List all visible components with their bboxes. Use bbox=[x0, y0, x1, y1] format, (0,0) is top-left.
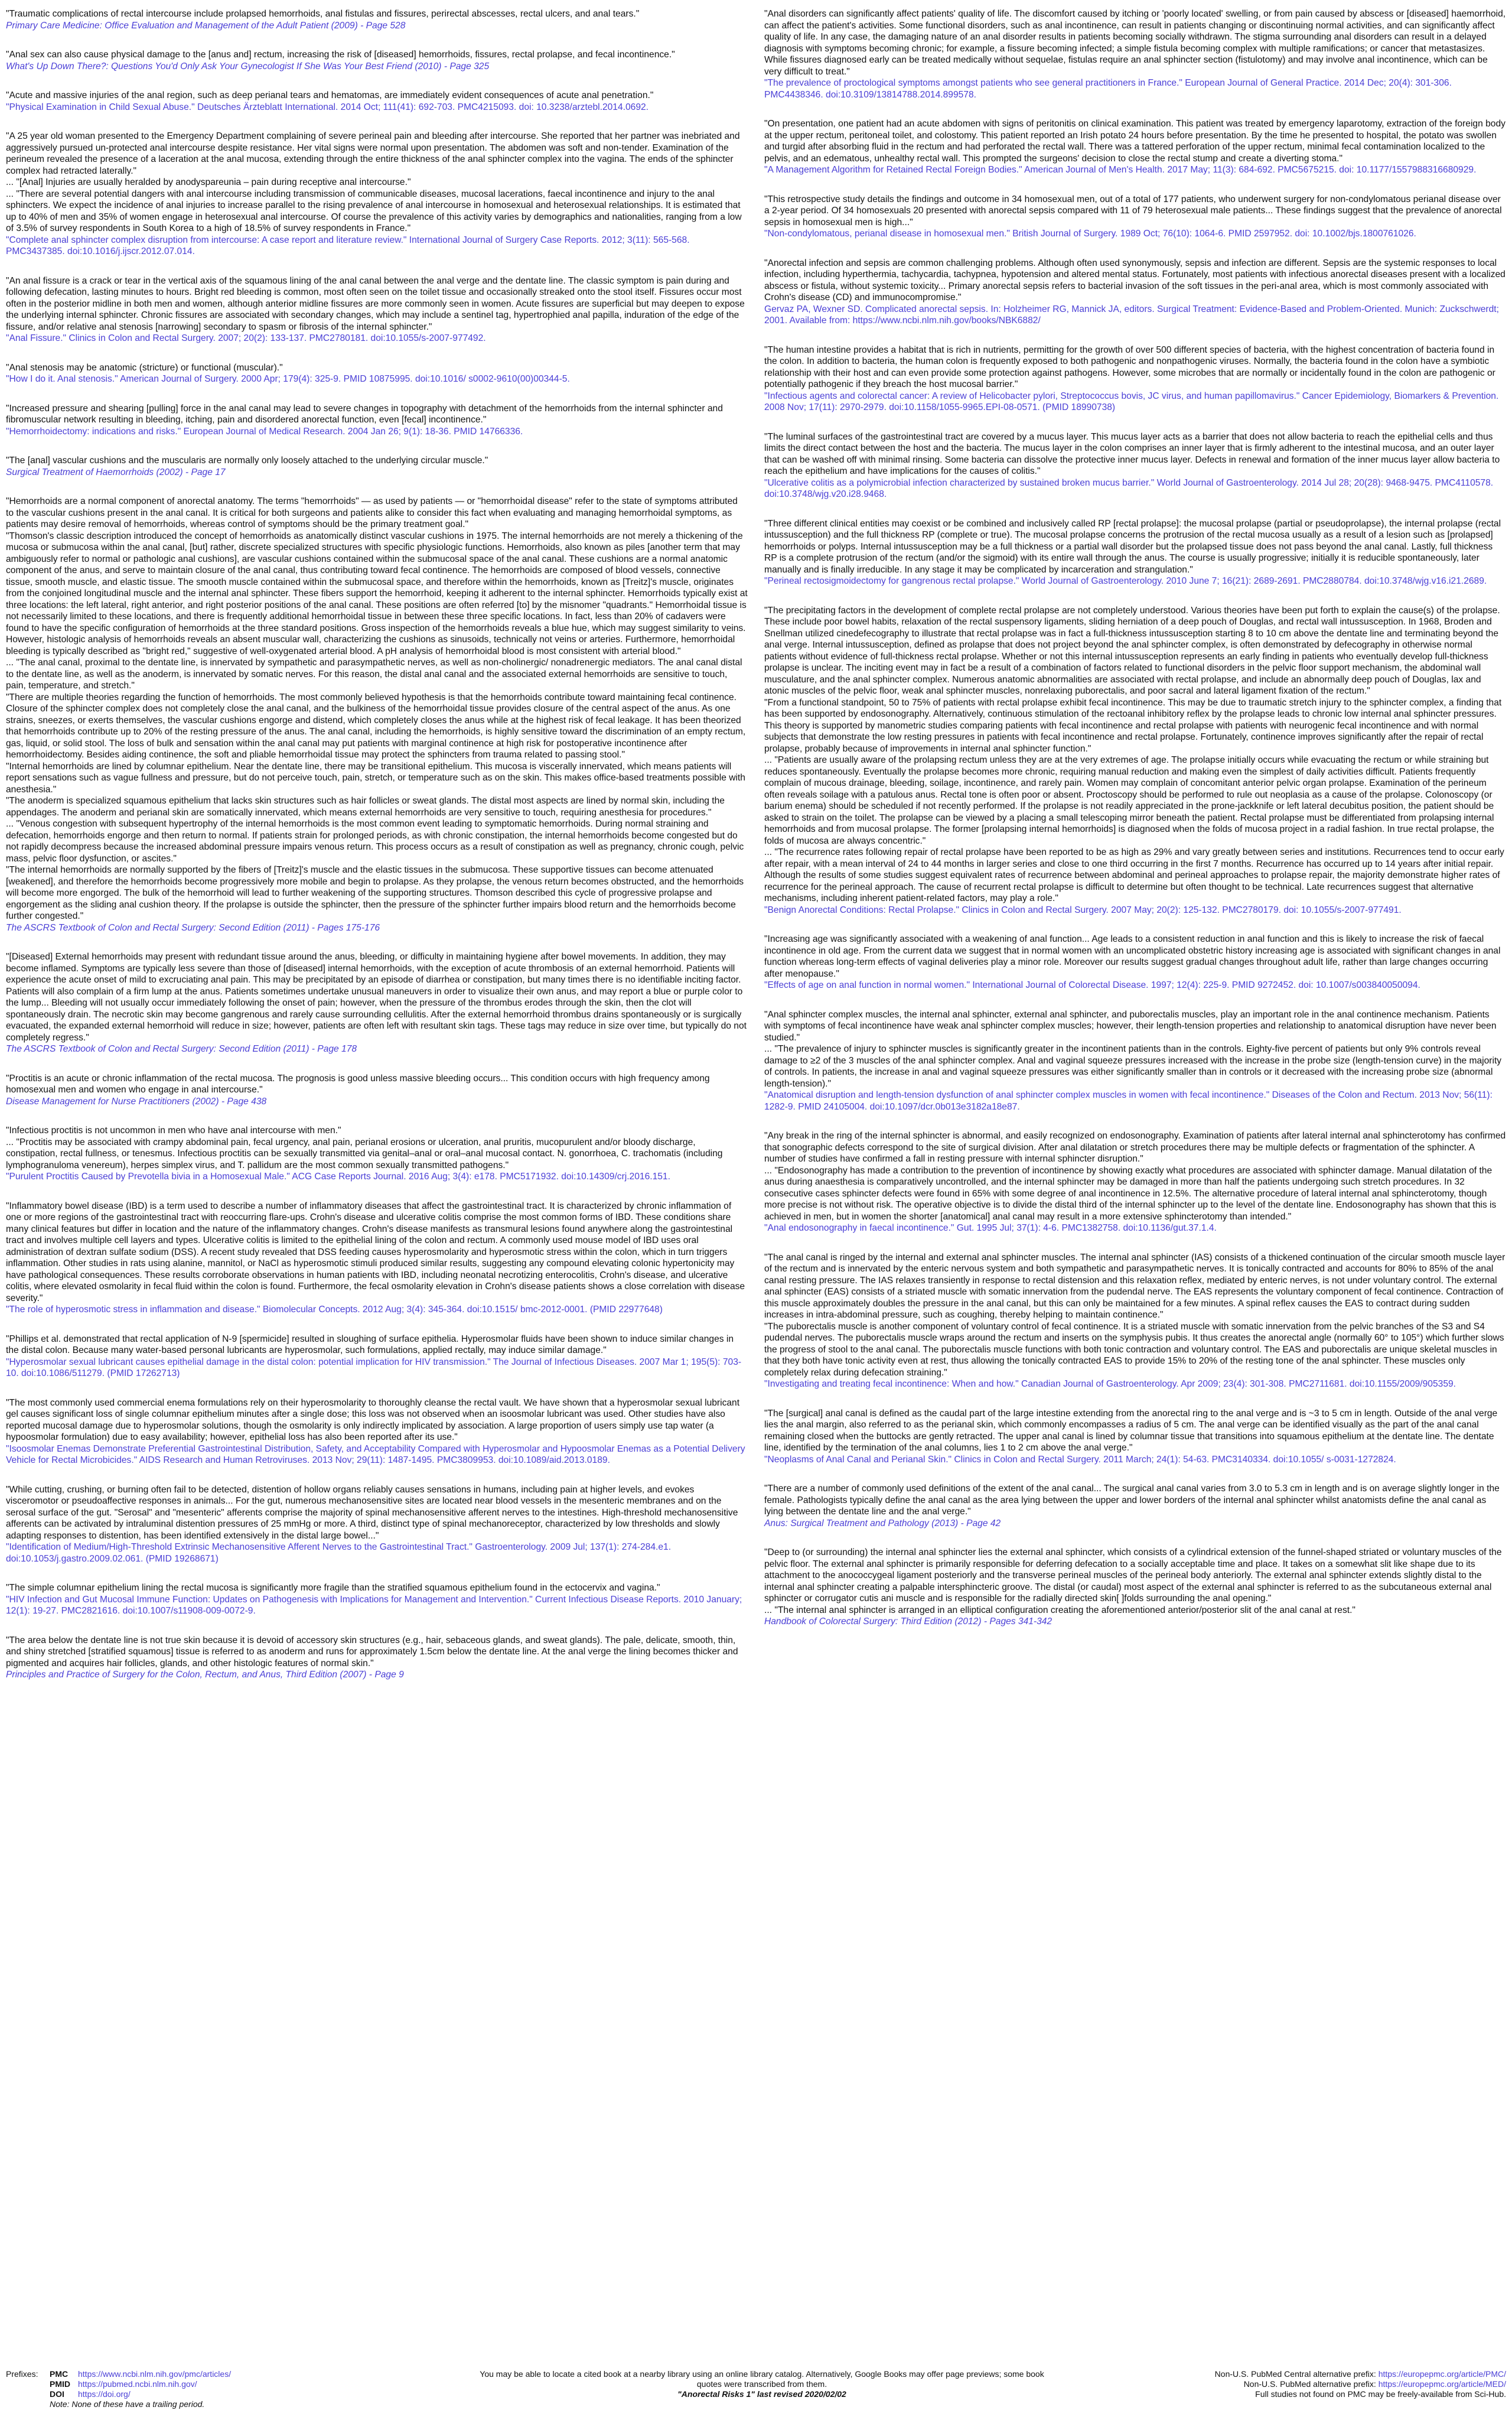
quote-entry bbox=[764, 8, 1506, 100]
quote-text: "The most commonly used commercial enema formulations rely on their hyperosmolarity to thoroughly cleanse the rectal vault. We have shown that a hyperosmolar sexual lubricant gel causes significant loss of single columnar epithelium minutes after a single dose; this loss was not observed when an isoosmolar lubricant was used. Other studies have also reported mucosal damage due to hyperosmolar solutions, though the osmolarity is only indirectly implicated by association. A large proportion of users simply use tap water (a hypoosmolar formulation) due to easy availability; however, epithelial loss has also been reported after its use." bbox=[6, 1397, 740, 1442]
doi-key: DOI bbox=[50, 2389, 64, 2399]
right-column bbox=[764, 8, 1506, 1645]
citation-link[interactable]: The ASCRS Textbook of Colon and Rectal Surgery: Second Edition (2011) - Page 178 bbox=[6, 1044, 357, 1054]
quote-text: "A 25 year old woman presented to the Emergency Department complaining of severe perineal pain and bleeding after intercourse. She reported that her partner was inebriated and aggressively pursued un-protected anal intercourse despite resistance. Her vital signs were normal upon presentation. The abdomen was soft and non-tender. Examination of the perineum revealed the presence of a laceration at the anal mucosa, extending through the entire thickness of the anal sphincter complex into the vagina. The ends of the sphincter complex had retracted laterally." ... "[Anal] Injuries are usually heralded by anodyspareunia – pain during receptive anal intercourse." ... "There are several potential dangers with anal intercourse including transmission of communicable diseases, mucosal lacerations, faecal incontinence and injury to the anal sphincters. We expect the incidence of anal injuries to increase parallel to the rising prevalence of anal intercourse in homosexual and heterosexual relationships. It is estimated that up to 40% of men and 35% of women engage in heterosexual anal intercourse. Of course the prevalence of this activity varies by demographics and nationalities, ranging from a low of 3.5% of survey respondents in South Korea to a high of 18.5% of survey respondents in France." bbox=[6, 131, 742, 233]
quote-entry bbox=[6, 1201, 748, 1316]
quote-text: "Anal stenosis may be anatomic (stricture) or functional (muscular)." bbox=[6, 362, 283, 373]
quote-entry bbox=[6, 403, 748, 438]
citation-link[interactable]: "A Management Algorithm for Retained Rectal Foreign Bodies." American Journal of Men's Health. 2017 May; 11(3): 684-692. PMC5675215. doi: 10.1177/1557988316680929. bbox=[764, 165, 1477, 175]
alt-pmc-link[interactable]: https://europepmc.org/article/PMC/ bbox=[1378, 2369, 1506, 2379]
quote-entry bbox=[6, 1582, 748, 1617]
quote-entry bbox=[764, 518, 1506, 587]
quote-entry bbox=[764, 605, 1506, 916]
quote-entry bbox=[6, 1333, 748, 1380]
pmid-key: PMID bbox=[50, 2379, 70, 2389]
quote-text: "Increasing age was significantly associated with a weakening of anal function... Age leads to a consistent reduction in anal function and this is likely to increase the risk of faecal incontinence in old age. From the current data we suggest that in normal women with an uncomplicated obstetric history increasing age is associated with significant changes in anal function whereas long-term effects of vaginal deliveries play a minor role. Moreover our results suggest gradual changes throughout adult life, rather than large changes occurring after menopause." bbox=[764, 934, 1501, 979]
citation-link[interactable]: What's Up Down There?: Questions You'd Only Ask Your Gynecologist If She Was Your Best Friend (2010) - Page 325 bbox=[6, 61, 490, 71]
citation-link[interactable]: "Benign Anorectal Conditions: Rectal Prolapse." Clinics in Colon and Rectal Surgery. 2007 May; 20(2): 125-132. PMC2780179. doi: 10.1055/s-2007-977491. bbox=[764, 905, 1402, 915]
citation-link[interactable]: Handbook of Colorectal Surgery: Third Edition (2012) - Pages 341-342 bbox=[764, 1616, 1052, 1627]
quote-text: "[Diseased] External hemorrhoids may present with redundant tissue around the anus, bleeding, or difficulty in maintaining hygiene after bowel movements. In addition, they may become inflamed. Symptoms are typically less severe than those of [diseased] internal hemorrhoids, with the exception of acute thrombosis of an external hemorrhoid. Patients will experience the acute onset of mild to excruciating anal pain. This may be precipitated by an episode of diarrhea or constipation, but many times there is no identifiable inciting factor. Patients will also complain of a firm lump at the anus. Patients sometimes undertake unusual maneuvers in order to visualize their own anus, and may report a blue or purple color to the lump... Bleeding will not usually occur immediately following the onset of pain; however, when the pressure of the thrombus erodes through the skin, then the clot will spontaneously drain. The necrotic skin may become gangrenous and rarely cause surrounding cellulitis. After the external hemorrhoid thrombus drains spontaneously or is surgically evacuated, the expanded external hemorrhoid will reduce in size; however, patients are often left with resultant skin tags. These tags may reduce in size over time, but typically do not completely regress." bbox=[6, 952, 747, 1043]
library-note-line1: You may be able to locate a cited book at a nearby library using an online library catalog. Alternatively, Google Books may offer page previews; some book bbox=[480, 2369, 1044, 2379]
citation-link[interactable]: "Non-condylomatous, perianal disease in homosexual men." British Journal of Surgery. 1989 Oct; 76(10): 1064-6. PMID 2597952. doi: 10.1002/bjs.1800761026. bbox=[764, 229, 1416, 239]
alt-pmid-link[interactable]: https://europepmc.org/article/MED/ bbox=[1378, 2379, 1506, 2389]
citation-link[interactable]: Surgical Treatment of Haemorrhoids (2002) - Page 17 bbox=[6, 467, 226, 477]
quote-entry bbox=[764, 344, 1506, 414]
quote-entry bbox=[764, 1408, 1506, 1466]
quote-entry bbox=[6, 275, 748, 344]
quote-text: "Inflammatory bowel disease (IBD) is a term used to describe a number of inflammatory diseases that affect the gastrointestinal tract. It is characterized by chronic inflammation of one or more regions of the gastrointestinal tract with reoccurring flare-ups. Crohn's disease and ulcerative colitis comprise the most common forms of IBD. These conditions share many clinical features but differ in location and the nature of the inflammatory changes. Crohn's disease manifests as transmural lesions found anywhere along the gastrointestinal tract and involves multiple cell layers and types. Ulcerative colitis is limited to the epithelial lining of the colon and rectum. A commonly used mouse model of IBD uses oral administration of dextran sulfate sodium (DSS). A recent study revealed that DSS feeding causes hyperosmolarity and hyperosmotic stress within the colon, which in turn triggers inflammation. Other studies in rats using alanine, mannitol, or NaCl as hyperosmotic stimuli produced similar results, suggesting any compound elevating colonic hypertonicity may have pathological consequences. These results corroborate observations in human patients with IBD, including neonatal necrotizing enterocolitis, Crohn's disease, and ulcerative colitis, where elevated osmolarity in fecal fluid within the colon is found. Furthermore, the fecal osmolarity elevation in Crohn's disease patients shows a close correlation with disease severity." bbox=[6, 1201, 745, 1303]
citation-link[interactable]: Principles and Practice of Surgery for the Colon, Rectum, and Anus, Third Edition (2007) - Page 9 bbox=[6, 1670, 404, 1680]
quote-entry bbox=[764, 194, 1506, 240]
quote-entry bbox=[6, 1073, 748, 1108]
quote-entry bbox=[6, 455, 748, 478]
quote-text: "Acute and massive injuries of the anal region, such as deep perianal tears and hematomas, are immediately evident consequences of acute anal penetration." bbox=[6, 90, 654, 100]
pmid-prefix-link[interactable]: https://pubmed.ncbi.nlm.nih.gov/ bbox=[78, 2379, 197, 2389]
quote-entry bbox=[6, 1484, 748, 1565]
quote-entry bbox=[6, 1397, 748, 1466]
quote-text: "Increased pressure and shearing [pulling] force in the anal canal may lead to severe changes in topography with detachment of the hemorrhoids from the internal sphincter and fibromuscular network resulting in bleeding, itching, pain and disordered anorectal function, even [fecal] incontinence." bbox=[6, 403, 723, 425]
citation-link[interactable]: "Ulcerative colitis as a polymicrobial infection characterized by sustained broken mucus barrier." World Journal of Gastroenterology. 2014 Jul 28; 20(28): 9468-9475. PMC4110578. doi:10.3748/wjg.v20.i28.9468. bbox=[764, 477, 1494, 499]
citation-link[interactable]: Gervaz PA, Wexner SD. Complicated anorectal sepsis. In: Holzheimer RG, Mannick JA, editors. Surgical Treatment: Evidence-Based and Problem-Oriented. Munich: Zuckschwerdt; 2001. Available from: https://www.ncbi.nlm.nih.gov/books/NBK6882/ bbox=[764, 304, 1499, 326]
citation-link[interactable]: "Hyperosmolar sexual lubricant causes epithelial damage in the distal colon: potential implication for HIV transmission." The Journal of Infectious Diseases. 2007 Mar 1; 195(5): 703-10. doi:10.1086/511279. (PMID 17262713) bbox=[6, 1357, 742, 1378]
quote-entry bbox=[6, 496, 748, 933]
document-title: "Anorectal Risks 1" last revised 2020/02/02 bbox=[677, 2389, 846, 2399]
citation-link[interactable]: "HIV Infection and Gut Mucosal Immune Function: Updates on Pathogenesis with Implications for Management and Intervention." Current Infectious Disease Reports. 2010 January; 12(1): 19-27. PMC2821616. doi:10.1007/s11908-009-0072-9. bbox=[6, 1594, 742, 1616]
quote-entry bbox=[6, 8, 748, 31]
citation-link[interactable]: Disease Management for Nurse Practitioners (2002) - Page 438 bbox=[6, 1096, 267, 1107]
quote-entry bbox=[6, 131, 748, 258]
quote-text: "Hemorrhoids are a normal component of anorectal anatomy. The terms "hemorrhoids" — as used by patients — or "hemorrhoidal disease" refer to the state of symptoms attributed to the vascular cushions present in the anal canal. It is critical for both surgeons and patients alike to consider this fact when evaluating and managing hemorrhoidal symptoms, as patients may desire removal of hemorrhoids, whereas control of symptoms should be the primary treatment goal." "Thomson's classic description introduced the concept of hemorrhoids as anatomically distinct vascular cushions in 1975. The internal hemorrhoids are not merely a thickening of the mucosa or submucosa within the anal canal, [but] rather, discrete specialized structures with specific physiologic functions. Hemorrhoids, also known as piles [another term that may ambiguously refer to normal or pathologic anal cushions], are vascular cushions contained within the submucosal space of the anal canal. These cushions are a normal anatomic component of the anus, and serve to maintain closure of the anal canal, thus contributing toward fecal continence. The hemorrhoids are composed of blood vessels, connective tissue, smooth muscle, and elastic tissue. The smooth muscle contained within the submucosal space, and therefore within the hemorrhoids, known as [Treitz]'s muscle, originates from the conjoined longitudinal muscle and the internal anal sphincter. These fibers support the hemorrhoid, keeping it adherent to the internal sphincter. Hemorrhoids typically exist at three locations: the left lateral, right anterior, and right posterior positions of the anal canal. These positions are often referred [to] by the misnomer "quadrants." Hemorrhoidal tissue is not necessarily limited to these locations, and there is frequently additional hemorrhoidal tissue in between these three specific locations. In fact, less than 20% of cadavers were found to have the specific configuration of hemorrhoids at the three standard positions. Gross inspection of the hemorrhoids reveals a blue hue, which may suggest similarity to veins. However, histologic analysis of hemorrhoids reveals an absent muscular wall, characterizing the cushions as sinusoids, technically not veins or arteries. Furthermore, hemorrhoidal bleeding is typically described as "bright red," suggestive of well-oxygenated arterial blood. A pH analysis of hemorrhoidal blood is most consistent with arterial blood." ... "The anal canal, proximal to the dentate line, is innervated by sympathetic and parasympathetic nerves, as well as non-cholinergic/ nonadrenergic mediators. The anal canal distal to the dentate line, as well as the anoderm, is innervated by somatic nerves. For this reason, the distal anal canal and the associated external hemorrhoids are sensitive to touch, pain, temperature, and stretch." "There are multiple theories regarding the function of hemorrhoids. The most commonly believed hypothesis is that the hemorrhoids contribute toward maintaining fecal continence. Closure of the sphincter complex does not completely close the anal canal, and the bulkiness of the hemorrhoidal tissue provides closure of the central aspect of the anus. As one strains, sneezes, or exerts themselves, the vascular cushions engorge and distend, which completely closes the anus while at the highest risk of fecal leakage. It has been theorized that hemorrhoids contribute up to 20% of the resting pressure of the anus. The anal canal, including the hemorrhoids, is highly sensitive toward the discrimination of an empty rectum, gas, liquid, or solid stool. The loss of bulk and sensation within the anal canal may put patients with marginal continence at high risk for postoperative incontinence after hemorrhoidectomy. Besides aiding continence, the soft and pliable hemorrhoidal tissue may protect the sphincters from trauma related to passing stool." "Internal hemorrhoids are lined by columnar epithelium. Near the dentate line, there may be transitional epithelium. This mucosa is viscerally innervated, which means patients will report sensations such as vague fullness and pressure, but do not perceive touch, pain, stretch, or temperature such as on the skin. This makes office-based treatments possible with anesthesia." "The anoderm is specialized squamous epithelium that lacks skin structures such as hair follicles or sweat glands. The distal most aspects are lined by normal skin, including the appendages. The anoderm and perianal skin are somatically innervated, which means external hemorrhoids are very sensitive to touch, requiring anesthesia for procedures." ... "Venous congestion with subsequent hypertrophy of the internal hemorrhoids is the most common event leading to symptomatic hemorrhoids. During normal straining and defecation, hemorrhoids engorge and then return to normal. If patients strain for prolonged periods, as with chronic constipation, the internal hemorrhoids become congested but do not rapidly decompress because the increased abdominal pressure impairs venous return. This process occurs as a result of constipation as well as pregnancy, chronic cough, pelvic mass, pelvic floor dysfunction, or ascites." "The internal hemorrhoids are normally supported by the fibers of [Treitz]'s muscle and the elastic tissues in the submucosa. These supportive tissues can become attenuated [weakened], and therefore the hemorrhoids become progressively more mobile and begin to prolapse. As they prolapse, the venous return becomes obstructed, and the hemorrhoids will become more engorged. The bulk of the hemorrhoid will lead to further weakening of the supporting structures. Thomson described this cycle of progressive prolapse and engorgement as the sliding anal cushion theory. If the prolapse is outside the sphincter, then the pressure of the sphincter further impairs blood return and the hemorrhoids become further congested." bbox=[6, 496, 748, 921]
alternative-prefixes bbox=[1093, 2369, 1506, 2399]
citation-link[interactable]: "Hemorrhoidectomy: indications and risks." European Journal of Medical Research. 2004 Jan 26; 9(1): 18-36. PMID 14766336. bbox=[6, 426, 523, 437]
quote-text: "Deep to (or surrounding) the internal anal sphincter lies the external anal sphincter, which consists of a cylindrical extension of the funnel-shaped striated or voluntary muscles of the pelvic floor. The external anal sphincter is primarily responsible for deferring defecation to a socially acceptable time and place. It takes on a somewhat slit like shape due to its attachment to the anococcygeal ligament posteriorly and the transverse perineal muscles of the perineal body anteriorly. The external anal sphincter extends slightly distal to the internal anal sphincter creating a palpable intersphincteric groove. The distal (or caudal) most aspect of the external anal sphincter is referred to as the subcutaneous external anal sphincter or corrugator cutis ani muscle and is responsible for the radially directed skin[ ]folds surrounding the anal opening." ... "The internal anal sphincter is arranged in an elliptical configuration creating the aforementioned anterior/posterior slit of the anal canal at rest." bbox=[764, 1547, 1502, 1615]
quote-entry bbox=[6, 90, 748, 113]
citation-link[interactable]: "Isoosmolar Enemas Demonstrate Preferential Gastrointestinal Distribution, Safety, and Acceptability Compared with Hyperosmolar and Hypoosmolar Enemas as a Potential Delivery Vehicle for Rectal Microbicides." AIDS Research and Human Retroviruses. 2013 Nov; 29(11): 1487-1495. PMC3809953. doi:10.1089/aid.2013.0189. bbox=[6, 1443, 745, 1465]
citation-link[interactable]: "The role of hyperosmotic stress in inflammation and disease." Biomolecular Concepts. 2012 Aug; 3(4): 345-364. doi:10.1515/ bmc-2012-0001. (PMID 22977648) bbox=[6, 1305, 663, 1315]
quote-entry bbox=[764, 1130, 1506, 1234]
quote-entry bbox=[764, 1252, 1506, 1390]
library-note-line2: quotes were transcribed from them. bbox=[696, 2379, 827, 2389]
quote-text: "Phillips et al. demonstrated that rectal application of N-9 [spermicide] resulted in sloughing of surface epithelia. Hyperosmolar fluids have been shown to induce similar changes in the distal colon. Because many water-based personal lubricants are hyperosmolar, such formulations, applied rectally, may induce similar damage." bbox=[6, 1333, 734, 1355]
quote-text: "The simple columnar epithelium lining the rectal mucosa is significantly more fragile than the stratified squamous epithelium found in the ectocervix and vagina." bbox=[6, 1583, 660, 1593]
quote-text: "The precipitating factors in the development of complete rectal prolapse are not completely understood. Various theories have been put forth to explain the cause(s) of the prolapse. These include poor bowel habits, relaxation of the rectal suspensory ligaments, sliding herniation of a deep pouch of Douglas, and rectal wall intussusception. In 1968, Broden and Snellman utilized cinedefecography to illustrate that rectal prolapse was in fact a full-thickness intussusception starting 8 to 10 cm above the dentate line and terminating beyond the anal verge. Internal intussusception, defined as prolapse that does not project beyond the anal sphincter complex, is often demonstrated by defecography in otherwise normal patients without evidence of full-thickness rectal prolapse. Whether or not this internal intussusception represents an early finding in patients who eventually develop full-thickness prolapse is unclear. The inciting event may in fact be a result of a combination of factors related to functional disorders in the pelvic floor support mechanism, the abdominal wall musculature, and the anal sphincter complex. Numerous anatomic abnormalities are associated with rectal prolapse, and include an abnormally deep pouch of Douglas, lax and atonic muscles of the pelvic floor, weak anal sphincter muscles, nonrelaxing puborectalis, and poor sacral and lateral ligament fixation of the rectum." "From a functional standpoint, 50 to 75% of patients with rectal prolapse exhibit fecal incontinence. This may be due to traumatic stretch injury to the sphincter complex, a finding that has been supported by endosonography. Alternatively, continuous stimulation of the rectoanal inhibitory reflex by the prolapse leads to chronic low internal anal sphincter pressures. This theory is supported by manometric studies comparing patients with fecal incontinence and rectal prolapse with patients with neurogenic fecal incontinence and with normal subjects that demonstrate the low resting pressures in patients with fecal incontinence and rectal prolapse. Fortunately, continence improves significantly after the repair of rectal prolapse, probably because of improvements in internal anal sphincter function." ... "Patients are usually aware of the prolapsing rectum unless they are at the very extremes of age. The prolapse initially occurs while evacuating the rectum or while straining but reduces spontaneously. Eventually the prolapse becomes more chronic, requiring manual reduction and making even the simplest of daily activities difficult. Patients frequently complain of mucous drainage, bleeding, soilage, incontinence, and rarely pain. Women may complain of concomitant anterior pelvic organ prolapse. Examination of the perineum often reveals soilage with a patulous anus. Rectal tone is often poor or absent. Proctoscopy should be performed to rule out neoplasia as a cause of the prolapse. Colonoscopy (or barium enema) should be scheduled if not recently performed. If the prolapse is not readily appreciated in the prone-jackknife or left lateral decubitus position, the patient should be asked to strain on the toilet. The prolapse can be viewed by a placing a small telescoping mirror beneath the patient. Rectal prolapse must be differentiated from prolapsing internal hemorrhoids and from mucosal prolapse. The former [prolapsing internal hemorrhoids] is diagnosed when the folds of mucosa project in a radial fashion. In true rectal prolapse, the folds of mucosa are always concentric." ... "The recurrence rates following repair of rectal prolapse have been reported to be as high as 29% and vary greatly between series and institutions. Recurrences tend to occur early after repair, with a mean interval of 24 to 44 months in larger series and close to one third occurring in the first 7 months. Recurrence has occurred up to 14 years after initial repair. Although the results of some studies suggest equivalent rates of recurrence between abdominal and perineal approaches to prolapse repair, the majority demonstrate higher rates of recurrence for the perineal approach. The cause of recurrent rectal prolapse is difficult to determine but often thought to be technical. Late recurrences suggest that alternative mechanisms, including inherent patient-related factors, may play a role." bbox=[764, 605, 1504, 903]
doi-prefix-link[interactable]: https://doi.org/ bbox=[78, 2389, 131, 2399]
quote-text: "The human intestine provides a habitat that is rich in nutrients, permitting for the growth of over 500 different species of bacteria, with the highest concentration of bacteria found in the colon. In addition to bacteria, the human colon is frequently exposed to both pathogenic and nonpathogenic viruses. Normally, the bacteria found in the colon have a symbiotic relationship with their host and can even provide some protection against pathogens. However, some microbes that are normally or incidentally found in the colon are pathogenic or potentially pathogenic if they breach the host mucosal barrier." bbox=[764, 344, 1495, 389]
quote-text: "This retrospective study details the findings and outcome in 34 homosexual men, out of a total of 177 patients, who underwent surgery for non-condylomatous perianal disease over a 2-year period. Of 34 homosexuals 20 presented with anorectal sepsis compared with 11 of 79 heterosexual male patients... These findings suggest that the prevalence of anorectal sepsis in homosexual men is high..." bbox=[764, 194, 1502, 227]
quote-text: "Anal sex can also cause physical damage to the [anus and] rectum, increasing the risk of [diseased] hemorrhoids, fissures, rectal prolapse, and fecal incontinence." bbox=[6, 50, 675, 60]
quote-text: "The [surgical] anal canal is defined as the caudal part of the large intestine extending from the anorectal ring to the anal verge and is ~3 to 5 cm in length. Outside of the anal verge lies the anal margin, also referred to as the perianal skin, which commonly encompasses a radius of 5 cm. The anal verge can be identified visually as the part of the anal canal remaining closed when the buttocks are gently retracted. The upper anal canal is lined by columnar tissue that transitions into squamous epithelium at the dentate line. The dentate line, identified by the termination of the anal columns, lies 1 to 2 cm above the anal verge." bbox=[764, 1408, 1498, 1453]
quote-text: "There are a number of commonly used definitions of the extent of the anal canal... The surgical anal canal varies from 3.0 to 5.3 cm in length and is on average slightly longer in the female. Pathologists typically define the anal canal as the area lying between the upper and lower borders of the internal anal sphincter whilst anatomists define the anal canal as lying between the dentate line and the anal verge." bbox=[764, 1484, 1500, 1517]
citation-link[interactable]: "Anatomical disruption and length-tension dysfunction of anal sphincter complex muscles in women with fecal incontinence." Diseases of the Colon and Rectum. 2013 Nov; 56(11): 1282-9. PMID 24105004. doi:10.1097/dcr.0b013e3182a18e87. bbox=[764, 1090, 1493, 1112]
quote-entry bbox=[764, 431, 1506, 500]
alt-pmc-label: Non-U.S. PubMed Central alternative prefix: bbox=[1214, 2369, 1379, 2379]
citation-link[interactable]: "Purulent Proctitis Caused by Prevotella bivia in a Homosexual Male." ACG Case Reports Journal. 2016 Aug; 3(4): e178. PMC5171932. doi:10.14309/crj.2016.151. bbox=[6, 1172, 670, 1182]
citation-link[interactable]: "Identification of Medium/High-Threshold Extrinsic Mechanosensitive Afferent Nerves to the Gastrointestinal Tract." Gastroenterology. 2009 Jul; 137(1): 274-284.e1. doi:10.1053/j.gastro.2009.02.061. (PMID 19268671) bbox=[6, 1542, 672, 1564]
quote-text: "An anal fissure is a crack or tear in the vertical axis of the squamous lining of the anal canal between the anal verge and the dentate line. The classic symptom is pain during and following defecation, lasting minutes to hours. Bright red bleeding is common, most often seen on the toilet tissue and occasionally streaked onto the stool itself. Fissures occur most often in the posterior midline in both men and women, although anterior midline fissures are more commonly seen in women. Acute fissures are superficial but may deepen to expose the underlying internal sphincter. Chronic fissures are associated with secondary changes, which may include a sentinel tag, hypertrophied anal papilla, induration of the edge of the fissure, and/or relative anal stenosis [narrowing] secondary to spasm or fibrosis of the internal sphincter." bbox=[6, 275, 745, 332]
citation-link[interactable]: "Infectious agents and colorectal cancer: A review of Helicobacter pylori, Streptococcus bovis, JC virus, and human papillomavirus." Cancer Epidemiology, Biomarkers & Prevention. 2008 Nov; 17(11): 2970-2979. doi:10.1158/1055-9965.EPI-08-0571. (PMID 18990738) bbox=[764, 391, 1499, 412]
citation-link[interactable]: "Perineal rectosigmoidectomy for gangrenous rectal prolapse." World Journal of Gastroenterology. 2010 June 7; 16(21): 2689-2691. PMC2880784. doi:10.3748/wjg.v16.i21.2689. bbox=[764, 576, 1487, 586]
quote-text: "The luminal surfaces of the gastrointestinal tract are covered by a mucus layer. This mucus layer acts as a barrier that does not allow bacteria to reach the epithelial cells and thus limits the direct contact between the host and the bacteria. The mucus layer in the colon comprises an inner layer that is firmly adherent to the intestinal mucosa, and an outer layer that can be washed off with minimal rinsing. Some bacteria can dissolve the protective inner mucus layer. Defects in renewal and formation of the inner mucus layer allow bacteria to reach the epithelium and have implications for the causes of colitis." bbox=[764, 431, 1500, 476]
quote-text: "Anal disorders can significantly affect patients' quality of life. The discomfort caused by itching or 'poorly located' swelling, or from pain caused by abscess or [diseased] haemorrhoid, can affect the patient's activities. Some functional disorders, such as anal incontinence, can result in patients changing or discontinuing normal activities, and can significantly affect quality of life. In any case, the damaging nature of an anal disorder results in patients becoming socially withdrawn. The stigma surrounding anal disorders can result in a delayed diagnosis with symptoms becoming chronic; for example, a fissure becoming infected; a simple fistula becoming complex with multiple ramifications; or cancer that metastasizes. While fissures diagnosed early can be treated medically without sequelae, fistulas require an anal sphincter section (fistulotomy) and may involve anal incontinence, which can be very difficult to treat." bbox=[764, 9, 1506, 77]
prefixes-block bbox=[6, 2369, 419, 2409]
quote-text: "While cutting, crushing, or burning often fail to be detected, distention of hollow organs reliably causes sensations in humans, including pain at higher levels, and evokes visceromotor or pseudoaffective responses in animals... For the gut, numerous mechanosensitive sites are located near blood vessels in the mesenteric membranes and on the serosal surface of the gut. "Serosal" and "mesenteric" afferents comprise the majority of spinal mechanosensitive afferent nerves to the intestines. High-threshold mechanosensitive afferents can be activated by intraluminal distention pressures of 25 mmHg or more. A third, distinct type of spinal mechanoreceptor, characterized by low thresholds and slowly adapting responses to distention, has been identified extensively in the distal large bowel..." bbox=[6, 1484, 738, 1541]
prefix-note: Note: None of these have a trailing period. bbox=[50, 2399, 205, 2409]
citation-link[interactable]: "Anal endosonography in faecal incontinence." Gut. 1995 Jul; 37(1): 4-6. PMC1382758. doi:10.1136/gut.37.1.4. bbox=[764, 1223, 1217, 1233]
prefixes-label: Prefixes: bbox=[6, 2369, 38, 2379]
citation-link[interactable]: "Effects of age on anal function in normal women." International Journal of Colorectal Disease. 1997; 12(4): 225-9. PMID 9272452. doi: 10.1007/s003840050094. bbox=[764, 980, 1420, 990]
quote-entry bbox=[764, 1547, 1506, 1628]
alt-pmid-label: Non-U.S. PubMed alternative prefix: bbox=[1243, 2379, 1379, 2389]
pmc-prefix-link[interactable]: https://www.ncbi.nlm.nih.gov/pmc/articles/ bbox=[78, 2369, 232, 2379]
quote-text: "Traumatic complications of rectal intercourse include prolapsed hemorrhoids, anal fistulas and fissures, perirectal abscesses, rectal ulcers, and anal tears." bbox=[6, 9, 640, 19]
pmc-key: PMC bbox=[50, 2369, 69, 2379]
quote-entry bbox=[6, 362, 748, 385]
citation-link[interactable]: "Anal Fissure." Clinics in Colon and Rectal Surgery. 2007; 20(2): 133-137. PMC2780181. doi:10.1055/s-2007-977492. bbox=[6, 333, 486, 343]
quote-text: "The [anal] vascular cushions and the muscularis are normally only loosely attached to the underlying circular muscle." bbox=[6, 456, 488, 466]
quote-entry bbox=[764, 258, 1506, 327]
quote-text: "Infectious proctitis is not uncommon in men who have anal intercourse with men." ... "Proctitis may be associated with crampy abdominal pain, fecal urgency, anal pain, perianal erosions or ulceration, anal pruritis, mucopurulent and/or bloody discharge, constipation, rectal fullness, or tenesmus. Infectious proctitis can be sexually transmitted via genital–anal or oral–anal mucosal contact. N. gonorrhoea, C. trachomatis (including lymphogranuloma venereum), herpes simplex virus, and T. pallidum are the most common sexually transmitted pathogens." bbox=[6, 1126, 723, 1170]
quote-entry bbox=[6, 1635, 748, 1681]
citation-link[interactable]: "The prevalence of proctological symptoms amongst patients who see general practitioners in France." European Journal of General Practice. 2014 Dec; 20(4): 301-306. PMC4438346. doi:10.3109/13814788.2014.899578. bbox=[764, 78, 1452, 100]
quote-text: "The area below the dentate line is not true skin because it is devoid of accessory skin structures (e.g., hair, sebaceous glands, and sweat glands). The pale, delicate, smooth, thin, and shiny stretched [stratified squamous] tissue is referred to as anoderm and runs for approximately 1.5cm below the dentate line. At the anal verge the lining becomes thicker and pigmented and acquires hair follicles, glands, and other histologic features of normal skin." bbox=[6, 1635, 738, 1668]
quote-entry bbox=[764, 1009, 1506, 1113]
quote-text: "Any break in the ring of the internal sphincter is abnormal, and easily recognized on endosonography. Examination of patients after lateral internal anal sphincterotomy has confirmed that sonographic defects correspond to the site of surgical division. After anal dilatation or stretch procedures there may be multiple defects or fragmentation of the sphincter. A number of studies have confirmed a fall in resting pressure with internal sphincter disruption." ... "Endosonography has made a contribution to the prevention of incontinence by showing exactly what procedures are associated with sphincter damage. Manual dilatation of the anus during anaesthesia is comparatively uncontrolled, and the internal sphincter may be damaged in more than half the patients undergoing such stretch procedures. In 32 consecutive cases sphincter defects were found in 65% with some degree of anal incontinence in 12.5%. The alternative procedure of lateral internal anal sphincterotomy, though more precise is not without risk. The operative objective is to divide the distal third of the internal sphincter up to the level of the dentate line. Endosonography has shown that this is achieved in men, but in women the shorter [anatomical] anal canal may result in a more extensive sphincterotomy than intended." bbox=[764, 1131, 1506, 1222]
citation-link[interactable]: "How I do it. Anal stenosis." American Journal of Surgery. 2000 Apr; 179(4): 325-9. PMID 10875995. doi:10.1016/ s0002-9610(00)00344-5. bbox=[6, 374, 570, 384]
quote-entry bbox=[6, 951, 748, 1055]
scihub-note: Full studies not found on PMC may be freely-available from Sci-Hub. bbox=[1255, 2389, 1506, 2399]
quote-entry bbox=[6, 49, 748, 72]
quote-entry bbox=[764, 1483, 1506, 1529]
quote-entry bbox=[764, 933, 1506, 991]
library-note bbox=[419, 2369, 1104, 2399]
citation-link[interactable]: "Complete anal sphincter complex disruption from intercourse: A case report and literature review." International Journal of Surgery Case Reports. 2012; 3(11): 565-568. PMC3437385. doi:10.1016/j.ijscr.2012.07.014. bbox=[6, 235, 690, 256]
citation-link[interactable]: "Physical Examination in Child Sexual Abuse." Deutsches Ärzteblatt International. 2014 Oct; 111(41): 692-703. PMC4215093. doi: 10.3238/arztebl.2014.0692. bbox=[6, 102, 649, 112]
citation-link[interactable]: "Investigating and treating fecal incontinence: When and how." Canadian Journal of Gastroenterology. Apr 2009; 23(4): 301-308. PMC2711681. doi:10.1155/2009/905359. bbox=[764, 1379, 1456, 1389]
left-column bbox=[6, 8, 748, 1699]
citation-link[interactable]: The ASCRS Textbook of Colon and Rectal Surgery: Second Edition (2011) - Pages 175-176 bbox=[6, 922, 380, 933]
citation-link[interactable]: Anus: Surgical Treatment and Pathology (2013) - Page 42 bbox=[764, 1518, 1001, 1528]
quote-text: "Anorectal infection and sepsis are common challenging problems. Although often used synonymously, sepsis and infection are different. Sepsis are the systemic responses to local infection, including hyperthermia, tachycardia, tachypnea, hypotension and altered mental status. Fortunately, most patients with infectious anorectal diseases present with a localized abscess or fistula, without systemic toxicity... Primary anorectal sepsis refers to bacterial invasion of the soft tissues in the peri-anal area, which is most commonly associated with Crohn's disease (CD) and immunocompromise." bbox=[764, 258, 1506, 302]
page-footer bbox=[6, 2369, 1506, 2416]
quote-text: "Anal sphincter complex muscles, the internal anal sphincter, external anal sphincter, and puborectalis muscles, play an important role in the anal continence mechanism. Patients with symptoms of fecal incontinence have weak anal sphincter complex muscles; however, their length-tension properties and relationship to anatomical disruption have never been studied." ... "The prevalence of injury to sphincter muscles is significantly greater in the incontinent patients than in the controls. Eighty-five percent of patients but only 9% controls reveal damage to ≥2 of the 3 muscles of the anal sphincter complex. Anal and vaginal squeeze pressures increased with the increase in the probe size (length-tension curve) in the majority of controls. In patients, the increase in anal and vaginal squeeze pressures was either significantly smaller than in controls or it decreased with the increasing probe size (abnormal length-tension)." bbox=[764, 1009, 1502, 1089]
quote-text: "The anal canal is ringed by the internal and external anal sphincter muscles. The internal anal sphincter (IAS) consists of a thickened continuation of the circular smooth muscle layer of the rectum and is innervated by the enteric nervous system and both sympathetic and parasympathetic nerves. It is tonically contracted and accounts for 80% to 85% of the anal canal resting pressure. The IAS relaxes transiently in response to rectal distension and this relaxation reflex, mediated by enteric nerves, is not under voluntary control. The external anal sphincter (EAS) consists of a striated muscle with somatic innervation from the pudendal nerve. The EAS represents the voluntary component of fecal continence. Contraction of this muscle approximately doubles the pressure in the anal canal, but this can only be maintained for a few minutes. A spinal reflex causes the EAS to contract during sudden increases in intra-abdominal pressure, such as coughing, thereby helping to maintain continence." "The puborectalis muscle is another component of voluntary control of fecal continence. It is a striated muscle with somatic innervation from the pelvic branches of the S3 and S4 pudendal nerves. The puborectalis muscle wraps around the rectum and inserts on the symphysis pubis. It thus creates the anorectal angle (normally 60° to 105°) which further slows the progress of stool to the anal canal. The puborectalis muscle functions with both tonic contraction and voluntary control. The EAS and puborectalis are unique skeletal muscles in that they both have tonic activity even at rest, thus allowing the tonically contracted EAS to provide 15% to 20% of the resting tone of the anal sphincter. These muscles only completely relax during defecation straining." bbox=[764, 1252, 1506, 1378]
quote-text: "Three different clinical entities may coexist or be combined and inclusively called RP [rectal prolapse]: the mucosal prolapse (partial or pseudoprolapse), the internal prolapse (rectal intussusception) and the full thickness RP (complete or true). The mucosal prolapse concerns the protrusion of the rectal mucosa usually as a result of a lesion such as [prolapsed] hemorrhoids or polyps. Internal intussusception may be a full thickness or a partial wall disorder but the prolapsed tissue does not pass beyond the anal canal. Lastly, full thickness RP is a complete protrusion of the rectum (and/or the sigmoid) with its entire wall through the anus. The course is usually progressive; initially it is reducible spontaneously, later manually and is finally irreducible. In any stage it may be complicated by incarceration and strangulation." bbox=[764, 518, 1501, 575]
quote-text: "On presentation, one patient had an acute abdomen with signs of peritonitis on clinical examination. This patient was treated by emergency laparotomy, extraction of the foreign body at the upper rectum, peritoneal toilet, and colostomy. This patient reported an Irish potato 24 hours before presentation. By the time he presented to hospital, the potato was swollen and turgid after absorbing fluid in the rectum and had perforated the rectal wall. There was a tattered perforation of the upper rectum, minimal fecal contamination localized to the pelvis, and an edematous, unhealthy rectal wall. This prompted the surgeons' decision to close the rectal stump and create a diverting stoma." bbox=[764, 119, 1506, 164]
citation-link[interactable]: Primary Care Medicine: Office Evaluation and Management of the Adult Patient (2009) - Page 528 bbox=[6, 20, 406, 31]
quote-text: "Proctitis is an acute or chronic inflammation of the rectal mucosa. The prognosis is good unless massive bleeding occurs... This condition occurs with high frequency among homosexual men and women who engage in anal intercourse." bbox=[6, 1073, 710, 1095]
quote-entry bbox=[764, 118, 1506, 176]
quote-entry bbox=[6, 1125, 748, 1183]
citation-link[interactable]: "Neoplasms of Anal Canal and Perianal Skin." Clinics in Colon and Rectal Surgery. 2011 March; 24(1): 54-63. PMC3140334. doi:10.1055/ s-0031-1272824. bbox=[764, 1454, 1396, 1465]
